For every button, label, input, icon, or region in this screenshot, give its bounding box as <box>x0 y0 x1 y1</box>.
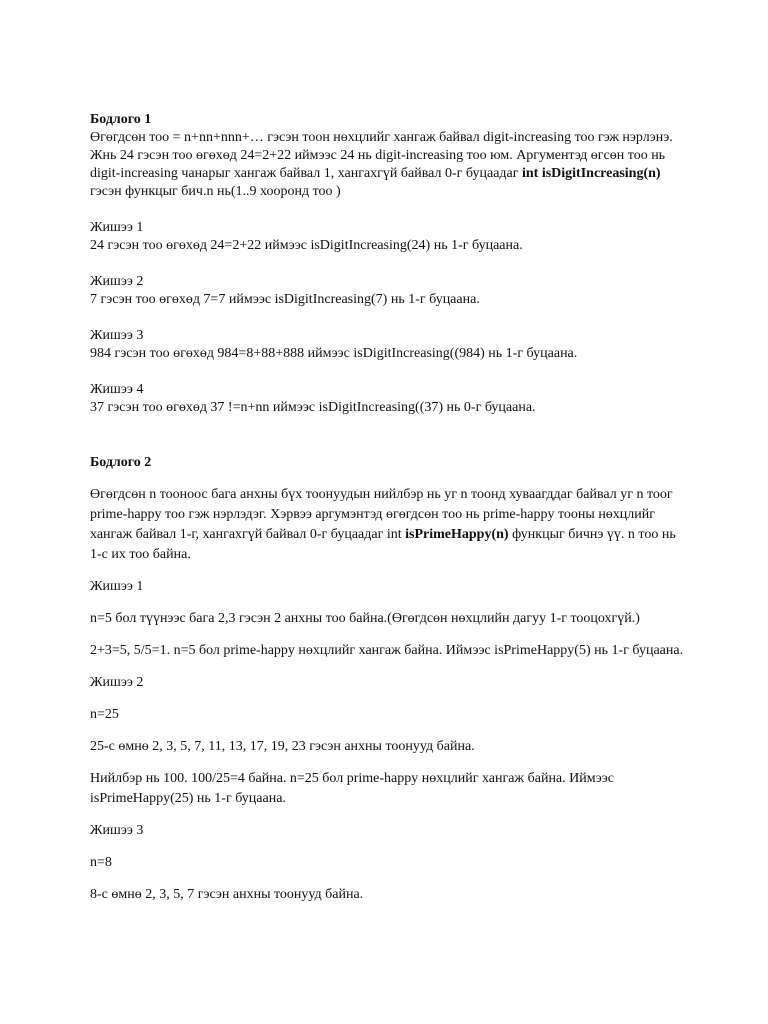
problem-1-example-1-label: Жишээ 1 <box>90 220 144 235</box>
problem-2-example-1-label: Жишээ 1 <box>90 579 144 594</box>
problem-2-example-2-line-3: Нийлбэр нь 100. 100/25=4 байна. n=25 бол prime-happy нөхцлийг хангаж байна. Иймээс isPrimeHappy(25) нь 1-г буцаана. <box>90 771 615 806</box>
document-page <box>90 111 690 905</box>
problem-1-example-1-text: 24 гэсэн тоо өгөхөд 24=2+22 иймээс isDigitIncreasing(24) нь 1-г буцаана. <box>90 238 523 253</box>
problem-1-function-signature: int isDigitIncreasing(n) <box>521 166 661 181</box>
problem-1-section <box>90 111 690 417</box>
problem-1-example-3-label: Жишээ 3 <box>90 328 144 343</box>
problem-1-example-2-text: 7 гэсэн тоо өгөхөд 7=7 иймээс isDigitIncreasing(7) нь 1-г буцаана. <box>90 292 480 307</box>
problem-1-example-2-label: Жишээ 2 <box>90 274 144 289</box>
problem-1-desc-part2: гэсэн функцыг бич.n нь(1..9 хооронд тоо ) <box>90 184 341 199</box>
problem-1-example-4-text: 37 гэсэн тоо өгөхөд 37 !=n+nn иймээс isDigitIncreasing((37) нь 0-г буцаана. <box>90 400 536 415</box>
problem-2-section <box>90 453 690 905</box>
problem-2-example-3-line-2: 8-с өмнө 2, 3, 5, 7 гэсэн анхны тоонууд байна. <box>90 887 364 902</box>
problem-1-desc-part1: Өгөгдсөн тоо = n+nn+nnn+… гэсэн тоон нөхцлийг хангаж байвал digit-increasing тоо гэж нэрлэнэ. Жнь 24 гэсэн тоо өгөхөд 24=2+22 иймээс 24 нь digit-increasing тоо юм. Аргументэд өгсөн тоо нь digit-increasing чанарыг хангаж байвал 1, хангахгүй байвал 0-г буцаадаг <box>90 130 673 181</box>
problem-2-example-1-line-1: n=5 бол түүнээс бага 2,3 гэсэн 2 анхны тоо байна.(Өгөгдсөн нөхцлийн дагуу 1-г тооцохгүй.) <box>90 611 640 626</box>
problem-2-example-3-line-1: n=8 <box>90 855 112 870</box>
problem-2-example-2-line-2: 25-с өмнө 2, 3, 5, 7, 11, 13, 17, 19, 23 гэсэн анхны тоонууд байна. <box>90 739 475 754</box>
problem-1-title: Бодлого 1 <box>90 112 152 127</box>
problem-2-example-3-label: Жишээ 3 <box>90 823 144 838</box>
problem-2-example-2-line-1: n=25 <box>90 707 119 722</box>
problem-2-function-signature: isPrimeHappy(n) <box>405 527 509 542</box>
problem-2-example-1-line-2: 2+3=5, 5/5=1. n=5 бол prime-happy нөхцлийг хангаж байна. Иймээс isPrimeHappy(5) нь 1-г буцаана. <box>90 643 684 658</box>
problem-2-title: Бодлого 2 <box>90 455 152 470</box>
problem-2-example-2-label: Жишээ 2 <box>90 675 144 690</box>
problem-1-example-3-text: 984 гэсэн тоо өгөхөд 984=8+88+888 иймээс isDigitIncreasing((984) нь 1-г буцаана. <box>90 346 578 361</box>
problem-1-description <box>90 129 690 201</box>
problem-1-example-4-label: Жишээ 4 <box>90 382 144 397</box>
problem-2-desc-part2: функцыг бичнэ үү. n тоо нь 1-с их тоо байна. <box>90 527 676 562</box>
problem-2-description <box>90 485 690 565</box>
problem-2-desc-part1: Өгөгдсөн n тооноос бага анхны бүх тоонуудын нийлбэр нь уг n тоонд хуваагддаг байвал уг n тоог prime-happy тоо гэж нэрлэдэг. Хэрвээ аргумэнтэд өгөгдсөн тоо нь prime-happy тооны нөхцлийг хангаж байвал 1-г, хангахгүй байвал 0-г буцаадаг int <box>90 487 673 542</box>
